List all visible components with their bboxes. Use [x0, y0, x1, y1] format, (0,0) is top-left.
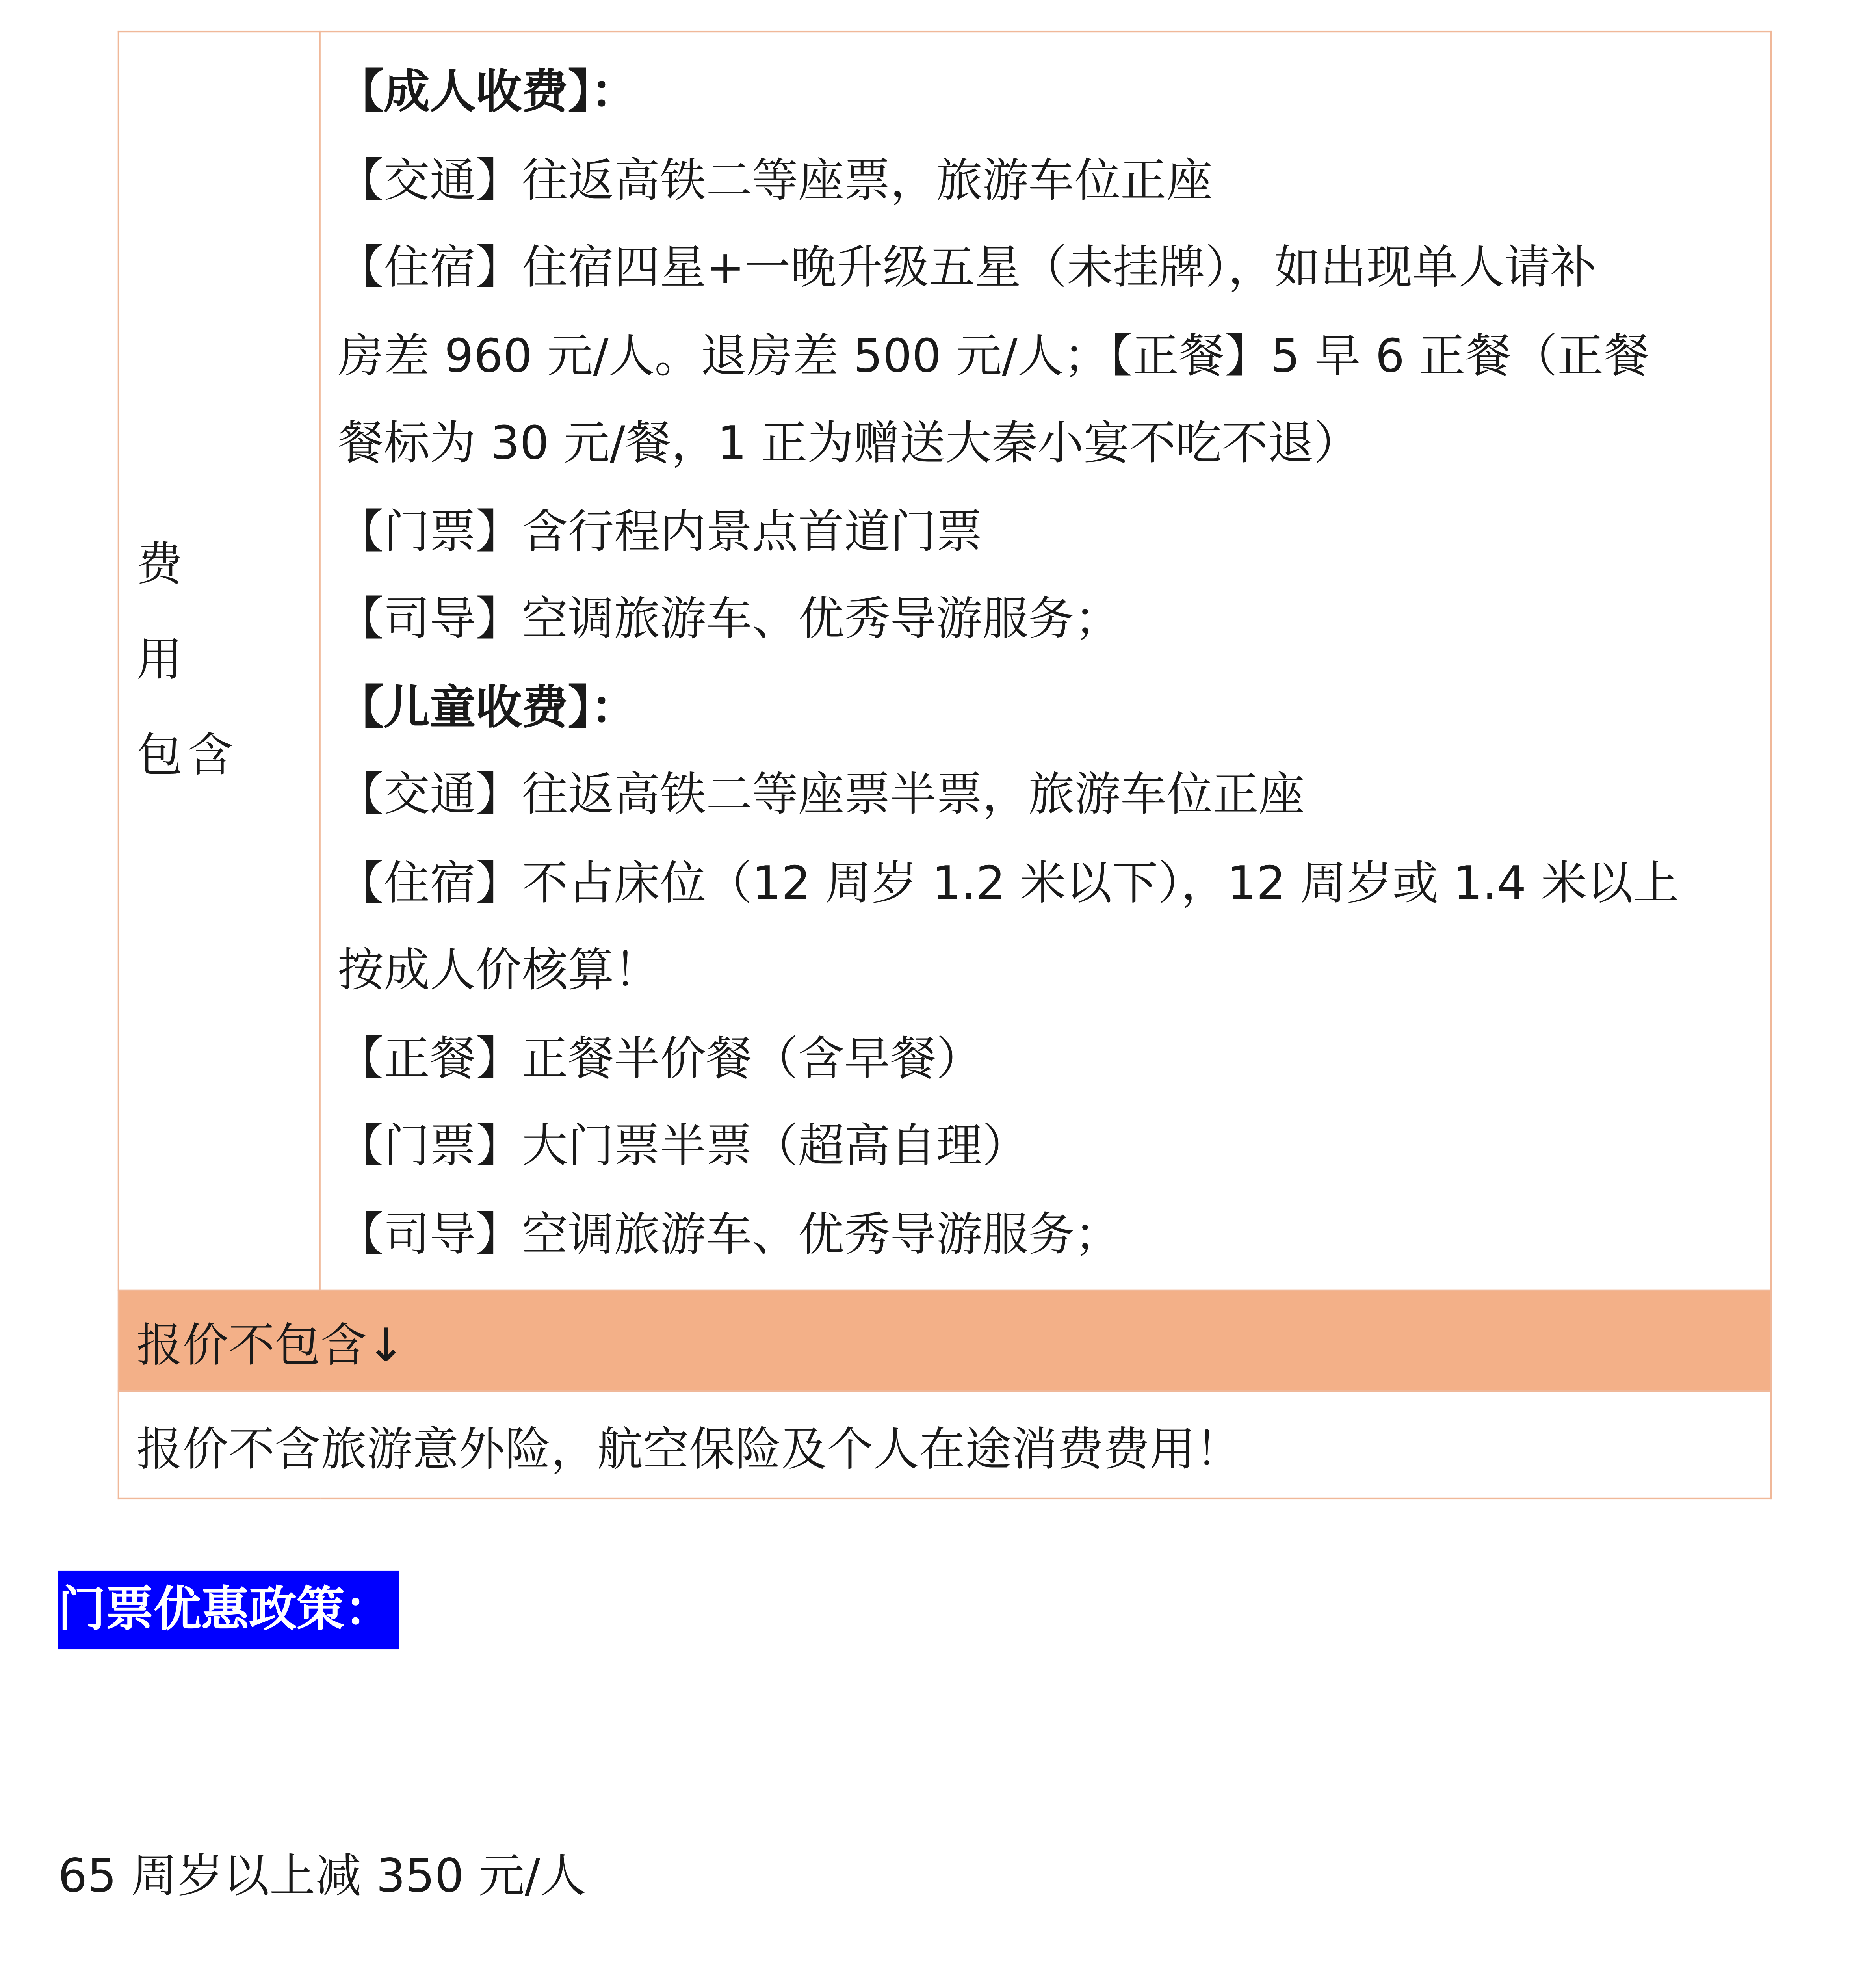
fee-label-line2: 包含: [136, 729, 238, 782]
adult-fee-line: 【住宿】住宿四星+一晚升级五星（未挂牌），如出现单人请补: [338, 242, 1597, 295]
exclusion-header-row: [119, 1290, 1771, 1391]
fee-inclusion-row: [119, 32, 1771, 1290]
adult-fee-header: 【成人收费】：: [338, 66, 637, 120]
exclusion-text: 报价不含旅游意外险，航空保险及个人在途消费费用！: [119, 1391, 1771, 1498]
child-fee-line: 【正餐】正餐半价餐（含早餐）: [338, 1033, 983, 1086]
adult-fee-line: 【交通】往返高铁二等座票，旅游车位正座: [338, 154, 1213, 207]
ticket-policy-body: [58, 1658, 1840, 1970]
fee-label-line1: 费 用: [136, 538, 376, 687]
adult-fee-line: 餐标为 30 元/餐，1 正为赠送大秦小宴不吃不退）: [338, 418, 1360, 471]
fee-label-cell: [119, 32, 376, 1290]
policy-line: 65 周岁以上减 350 元/人: [58, 1850, 587, 1904]
child-fee-line: 【交通】往返高铁二等座票半票，旅游车位正座: [338, 769, 1305, 822]
child-fee-line: 【住宿】不占床位（12 周岁 1.2 米以下），12 周岁或 1.4 米以上: [338, 857, 1679, 910]
ticket-policy-heading: 门票优惠政策：: [58, 1571, 399, 1649]
child-fee-line: 按成人价核算！: [338, 945, 660, 998]
child-fee-line: 【司导】空调旅游车、优秀导游服务；: [338, 1208, 1121, 1262]
exclusion-text-row: [119, 1391, 1771, 1498]
fee-inclusion-table: [118, 31, 1772, 1499]
child-fee-header: 【儿童收费】：: [338, 681, 637, 734]
fee-content-cell: [320, 32, 1771, 1290]
adult-fee-line: 【门票】含行程内景点首道门票: [338, 506, 983, 559]
adult-fee-line: 【司导】空调旅游车、优秀导游服务；: [338, 593, 1121, 647]
child-fee-line: 【门票】大门票半票（超高自理）: [338, 1121, 1029, 1174]
exclusion-header: 报价不包含↓: [119, 1290, 1771, 1391]
adult-fee-line: 房差 960 元/人。退房差 500 元/人；【正餐】5 早 6 正餐（正餐: [338, 330, 1649, 383]
